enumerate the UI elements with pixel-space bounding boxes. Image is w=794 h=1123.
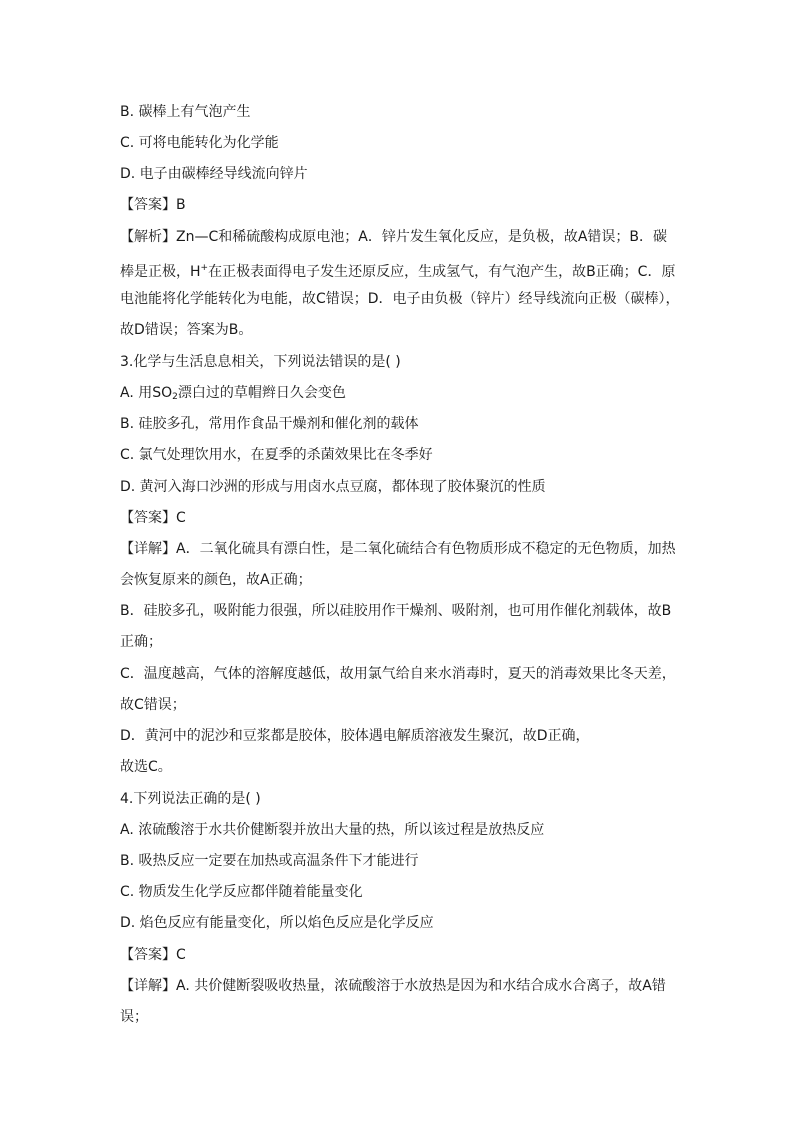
q4-option-a: A. 浓硫酸溶于水共价健断裂并放出大量的热，所以该过程是放热反应 bbox=[120, 822, 545, 838]
q4-answer: 【答案】C bbox=[120, 947, 186, 963]
q3-stem: 3.化学与生活息息相关，下列说法错误的是( ) bbox=[120, 354, 401, 370]
detail-label: 【详解】 bbox=[120, 541, 176, 557]
q3-option-c: C. 氯气处理饮用水，在夏季的杀菌效果比在冬季好 bbox=[120, 447, 433, 463]
q3-detail-line-8: 故选C。 bbox=[120, 759, 172, 775]
q3-detail-line-3: B．硅胶多孔，吸附能力很强，所以硅胶用作干燥剂、吸附剂，也可用作催化剂载体，故B bbox=[120, 603, 672, 619]
q2-analysis-line-3: 电池能将化学能转化为电能，故C错误；D．电子由负极（锌片）经导线流向正极（碳棒）， bbox=[120, 291, 680, 307]
q4-detail-line-2: 误； bbox=[120, 1009, 148, 1025]
q3-option-a bbox=[120, 383, 680, 407]
detail-text: A．二氧化硫具有漂白性，是二氧化硫结合有色物质形成不稳定的无色物质，加热 bbox=[176, 541, 676, 557]
q3-detail-line-7: D．黄河中的泥沙和豆浆都是胶体，胶体遇电解质溶液发生聚沉，故D正确， bbox=[120, 728, 590, 744]
subscript: 2 bbox=[172, 392, 178, 402]
q3-detail-line-5: C．温度越高，气体的溶解度越低，故用氯气给自来水消毒时，夏天的消毒效果比冬天差， bbox=[120, 666, 676, 682]
detail-label: 【详解】 bbox=[120, 978, 176, 994]
option-text: 漂白过的草帽辫日久会变色 bbox=[177, 385, 346, 401]
q4-option-c: C. 物质发生化学反应都伴随着能量变化 bbox=[120, 884, 363, 900]
q3-answer: 【答案】C bbox=[120, 510, 186, 526]
q3-detail-line-6: 故C错误； bbox=[120, 697, 186, 713]
q3-option-b: B. 硅胶多孔，常用作食品干燥剂和催化剂的载体 bbox=[120, 416, 419, 432]
q3-detail-line-1 bbox=[120, 539, 680, 559]
detail-text: A. 共价健断裂吸收热量，浓硫酸溶于水放热是因为和水结合成水合离子，故A错 bbox=[176, 978, 666, 994]
q2-analysis-line-1 bbox=[120, 227, 680, 247]
superscript: + bbox=[200, 263, 209, 273]
q4-option-d: D. 焰色反应有能量变化，所以焰色反应是化学反应 bbox=[120, 915, 434, 931]
q4-detail-line-1 bbox=[120, 976, 680, 996]
q2-option-c: C. 可将电能转化为化学能 bbox=[120, 135, 279, 151]
q3-detail-line-2: 会恢复原来的颜色，故A正确； bbox=[120, 572, 312, 588]
q2-option-b: B. 碳棒上有气泡产生 bbox=[120, 104, 251, 120]
q2-analysis-line-2 bbox=[120, 258, 680, 282]
analysis-text: 棒是正极，H bbox=[120, 264, 201, 280]
q3-option-d: D. 黄河入海口沙洲的形成与用卤水点豆腐，都体现了胶体聚沉的性质 bbox=[120, 479, 546, 495]
q2-option-d: D. 电子由碳棒经导线流向锌片 bbox=[120, 166, 308, 182]
q2-analysis-line-4: 故D错误；答案为B。 bbox=[120, 322, 253, 338]
analysis-label: 【解析】 bbox=[120, 229, 176, 245]
option-text: A. 用SO bbox=[120, 385, 173, 401]
analysis-text: 在正极表面得电子发生还原反应，生成氢气，有气泡产生，故B正确；C．原 bbox=[208, 264, 676, 280]
q3-detail-line-4: 正确； bbox=[120, 634, 162, 650]
q2-answer: 【答案】B bbox=[120, 197, 186, 213]
q4-stem: 4.下列说法正确的是( ) bbox=[120, 791, 261, 807]
analysis-text: Zn—C和稀硫酸构成原电池；A．锌片发生氧化反应，是负极，故A错误；B．碳 bbox=[176, 229, 667, 245]
q4-option-b: B. 吸热反应一定要在加热或高温条件下才能进行 bbox=[120, 853, 419, 869]
